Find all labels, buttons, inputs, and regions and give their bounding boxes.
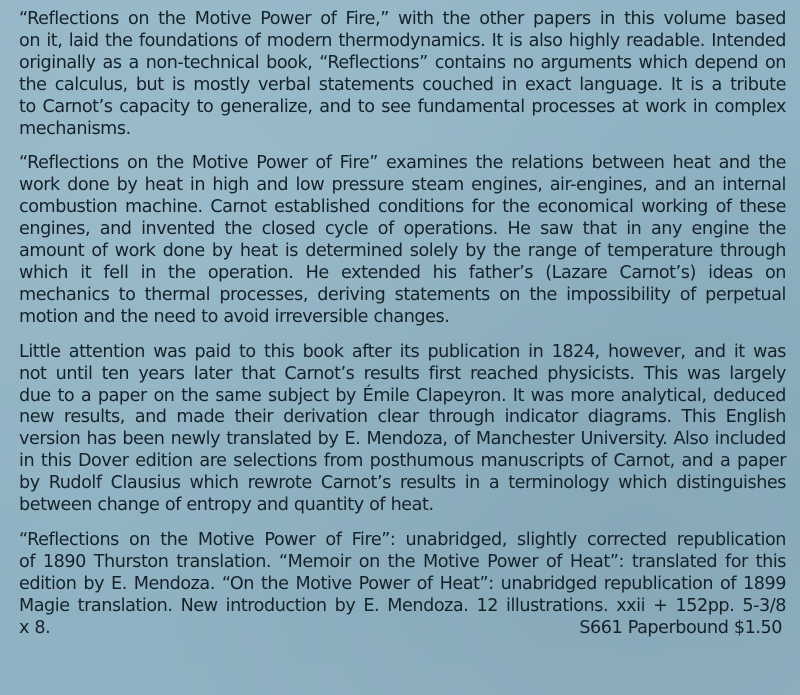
text-line: Magie translation. New introduction by E. Mendoza. 12 illustrations. xxii + 152pp. 5-3/8 (19, 595, 786, 616)
text-line: by Rudolf Clausius which rewrote Carnot’s results in a terminology which distinguishes (19, 473, 786, 494)
text-line: which it fell in the operation. He extended his father’s (Lazare Carnot’s) ideas on (19, 262, 786, 283)
price-label: S661 Paperbound $1.50 (579, 617, 782, 638)
text-line: to Carnot’s capacity to generalize, and to see fundamental processes at work in complex (19, 96, 786, 117)
text-line: new results, and made their derivation clear through indicator diagrams. This English (19, 407, 786, 428)
text-line: “Reflections on the Motive Power of Fire” examines the relations between heat and the (19, 153, 786, 174)
text-line: between change of entropy and quantity of heat. (19, 495, 434, 516)
text-line: edition by E. Mendoza. “On the Motive Power of Heat”: unabridged republication of 1899 (19, 573, 786, 594)
text-line: combustion machine. Carnot established conditions for the economical working of these (19, 197, 786, 218)
text-line: motion and the need to avoid irreversible changes. (19, 306, 450, 327)
text-line: amount of work done by heat is determined solely by the range of temperature through (19, 241, 786, 262)
text-line: originally as a non-technical book, “Reflections” contains no arguments which depend on (19, 52, 786, 73)
dimension-text: x 8. (19, 617, 51, 638)
text-line: the calculus, but is mostly verbal statements couched in exact language. It is a tribute (19, 74, 786, 95)
text-line: engines, and invented the closed cycle of operations. He saw that in any engine the (19, 219, 786, 240)
paragraph-intro (19, 9, 786, 140)
text-line: mechanisms. (19, 118, 131, 139)
text-line: work done by heat in high and low pressure steam engines, air-engines, and an internal (19, 175, 786, 196)
text-line: due to a paper on the same subject by Émile Clapeyron. It was more analytical, deduced (19, 385, 786, 406)
text-line: of 1890 Thurston translation. “Memoir on the Motive Power of Heat”: translated for this (19, 551, 786, 572)
paragraph-history (19, 342, 786, 517)
text-line: version has been newly translated by E. Mendoza, of Manchester University. Also included (19, 429, 786, 450)
text-line: in this Dover edition are selections from posthumous manuscripts of Carnot, and a paper (19, 451, 786, 472)
text-line: “Reflections on the Motive Power of Fire,” with the other papers in this volume based (19, 9, 786, 29)
text-line: on it, laid the foundations of modern thermodynamics. It is also highly readable. Intended (19, 30, 786, 51)
text-line: “Reflections on the Motive Power of Fire”: unabridged, slightly corrected republication (19, 529, 786, 550)
text-line: not until ten years later that Carnot’s results first reached physicists. This was largely (19, 363, 786, 384)
paragraph-examines (19, 153, 786, 328)
paragraph-contents (19, 530, 786, 640)
text-line: mechanics to thermal processes, deriving statements on the impossibility of perpetual (19, 284, 786, 305)
text-line: Little attention was paid to this book after its publication in 1824, however, and it was (19, 341, 786, 362)
final-line (19, 618, 786, 640)
